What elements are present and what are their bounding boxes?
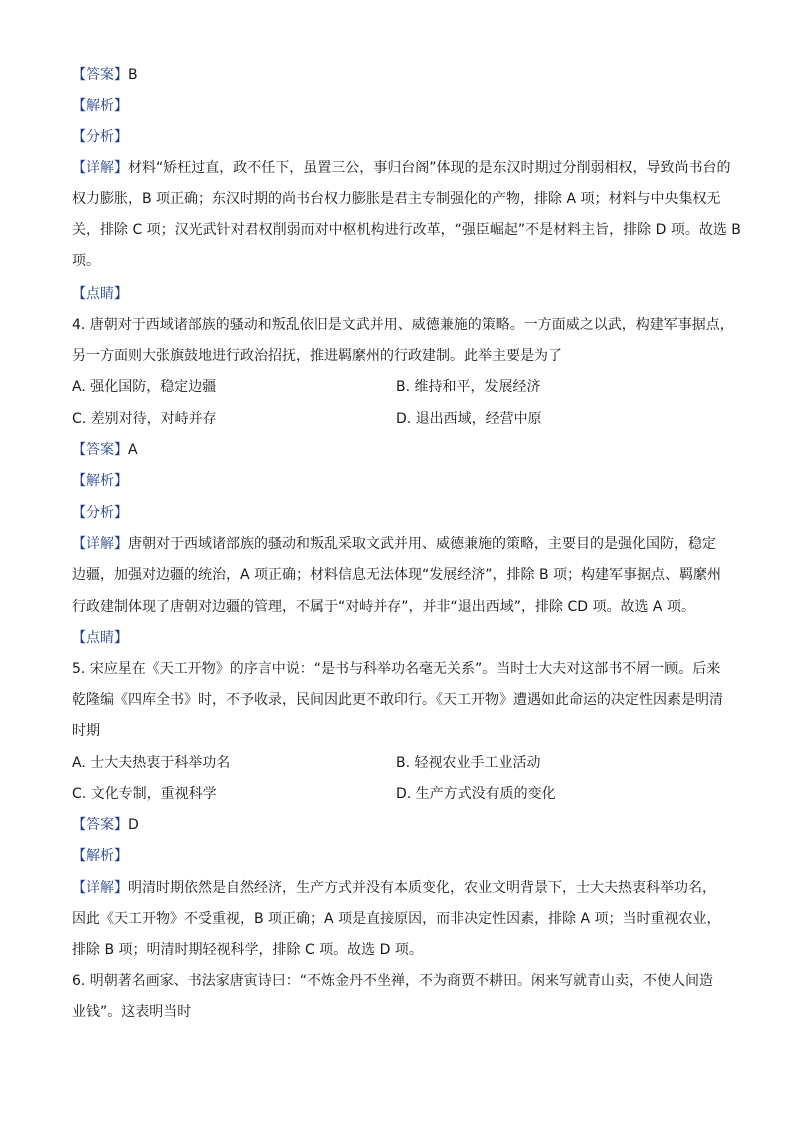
q3-fenxi-label: 【分析】 (72, 129, 128, 145)
q5-detail-line-1 (72, 878, 716, 898)
q4-detail-line-2: 边疆，加强对边疆的统治，A 项正确；材料信息无法体现“发展经济”，排除 B 项；构建军事据点、羁縻州 (72, 567, 722, 583)
answer-label: 【答案】 (72, 67, 128, 83)
q5-option-d: D. 生产方式没有质的变化 (396, 786, 556, 802)
q5-detail-line-3: 排除 B 项；明清时期轻视科学，排除 C 项。故选 D 项。 (72, 942, 423, 958)
q4-answer (72, 440, 138, 460)
q4-comment-label: 【点睛】 (72, 630, 128, 646)
q5-analysis-label: 【解析】 (72, 848, 128, 864)
answer-value: B (128, 67, 138, 83)
q5-stem-line-2: 乾隆编《四库全书》时，不予收录，民间因此更不敢印行。《天工开物》遭遇如此命运的决定性因素是明清 (72, 692, 723, 708)
detail-text: 唐朝对于西域诸部族的骚动和叛乱采取文武并用、威德兼施的策略，主要目的是强化国防，稳定 (128, 536, 716, 552)
detail-text: 材料“矫枉过直，政不任下，虽置三公，事归台阁”体现的是东汉时期过分削弱相权，导致尚书台的 (128, 160, 731, 176)
q3-comment-label: 【点睛】 (72, 286, 128, 302)
q3-detail-line-2: 权力膨胀，B 项正确；东汉时期的尚书台权力膨胀是君主专制强化的产物，排除 A 项；材料与中央集权无 (72, 191, 721, 207)
q4-stem-line-1: 4. 唐朝对于西域诸部族的骚动和叛乱依旧是文武并用、威德兼施的策略。一方面威之以武，构建军事据点， (72, 317, 734, 333)
detail-label: 【详解】 (72, 536, 128, 552)
q5-stem-line-3: 时期 (72, 723, 100, 739)
q3-detail-line-3: 关，排除 C 项；汉光武针对君权削弱而对中枢机构进行改革，“强臣崛起”不是材料主旨，排除 D 项。故选 B (72, 222, 741, 238)
answer-label: 【答案】 (72, 817, 128, 833)
answer-value: D (128, 817, 139, 833)
q3-detail-line-1 (72, 158, 731, 178)
q3-answer (72, 65, 138, 85)
q4-option-a: A. 强化国防，稳定边疆 (72, 379, 217, 395)
q4-analysis-label: 【解析】 (72, 473, 128, 489)
q4-detail-line-1 (72, 534, 716, 554)
q5-answer (72, 815, 139, 835)
answer-value: A (128, 442, 138, 458)
detail-label: 【详解】 (72, 880, 128, 896)
q5-stem-line-1: 5. 宋应星在《天工开物》的序言中说：“是书与科举功名毫无关系”。当时士大夫对这部书不屑一顾。后来 (72, 661, 721, 677)
q3-analysis-label: 【解析】 (72, 98, 128, 114)
q6-stem-line-2: 业钱”。这表明当时 (72, 1004, 192, 1020)
q5-option-a: A. 士大夫热衷于科举功名 (72, 755, 231, 771)
q4-option-d: D. 退出西域，经营中原 (396, 411, 542, 427)
q4-option-b: B. 维持和平，发展经济 (396, 379, 541, 395)
answer-label: 【答案】 (72, 442, 128, 458)
q4-detail-line-3: 行政建制体现了唐朝对边疆的管理，不属于“对峙并存”，并非“退出西域”，排除 CD 项。故选 A 项。 (72, 599, 695, 615)
q4-stem-line-2: 另一方面则大张旗鼓地进行政治招抚，推进羁縻州的行政建制。此举主要是为了 (72, 348, 562, 364)
q5-option-c: C. 文化专制，重视科学 (72, 786, 217, 802)
detail-label: 【详解】 (72, 160, 128, 176)
q6-stem-line-1: 6. 明朝著名画家、书法家唐寅诗曰：“不炼金丹不坐禅，不为商贾不耕田。闲来写就青山卖，不使人间造 (72, 973, 714, 989)
q3-detail-line-4: 项。 (72, 253, 100, 269)
detail-text: 明清时期依然是自然经济，生产方式并没有本质变化，农业文明背景下，士大夫热衷科举功名， (128, 880, 716, 896)
q4-option-c: C. 差别对待，对峙并存 (72, 411, 217, 427)
q5-option-b: B. 轻视农业手工业活动 (396, 755, 541, 771)
q5-detail-line-2: 因此《天工开物》不受重视，B 项正确；A 项是直接原因，而非决定性因素，排除 A 项；当时重视农业， (72, 911, 721, 927)
q4-fenxi-label: 【分析】 (72, 505, 128, 521)
